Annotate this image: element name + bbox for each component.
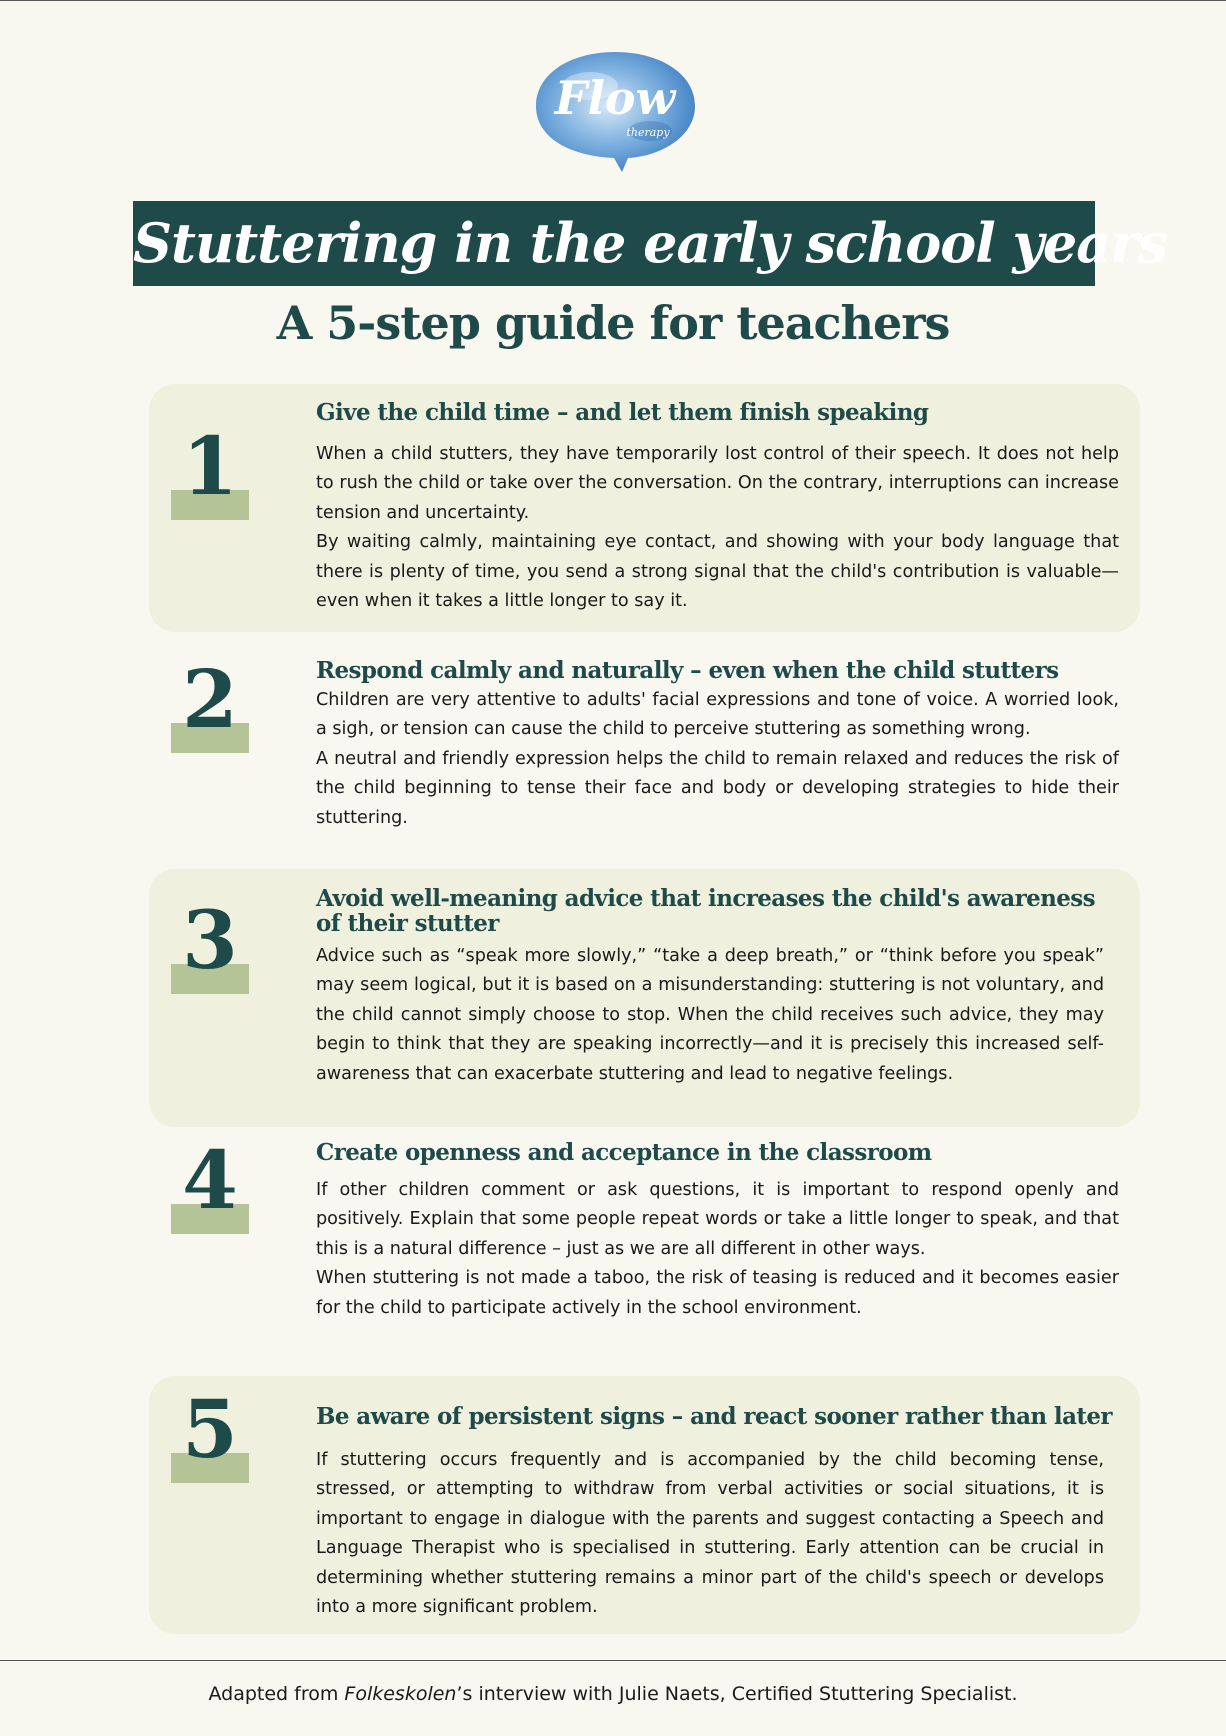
step-card-3 (149, 869, 1140, 1127)
step-number: 2 (182, 652, 238, 746)
step-body (316, 1176, 1119, 1323)
step-number-badge (171, 1134, 249, 1234)
step-body (316, 686, 1119, 833)
flow-therapy-logo (530, 46, 700, 174)
step-card-2 (149, 632, 1140, 868)
step-title: Respond calmly and naturally – even when the child stutters (316, 657, 1059, 684)
step-paragraph: When a child stutters, they have temporarily lost control of their speech. It does not help to rush the child or take over the conversation. On the contrary, interruptions can increase tension and uncertainty. (316, 444, 1119, 523)
step-number-badge (171, 653, 249, 753)
page-title: Stuttering in the early school years (133, 211, 1168, 275)
step-title: Give the child time – and let them finish speaking (316, 399, 929, 426)
step-paragraph: A neutral and friendly expression helps the child to remain relaxed and reduces the risk of the child beginning to tense their face and body or developing strategies to hide their stuttering. (316, 748, 1119, 828)
step-paragraph: If stuttering occurs frequently and is accompanied by the child becoming tense, stressed, or attempting to withdraw from verbal activities or social situations, it is important to engage in dialogue with the parents and suggest contacting a Speech and Language Therapist who is specialised in stuttering. Early attention can be crucial in determining whether stuttering remains a minor part of the child's speech or develops into a more significant problem. (316, 1450, 1104, 1618)
top-divider (0, 0, 1226, 1)
step-paragraph: Advice such as “speak more slowly,” “take a deep breath,” or “think before you speak” may seem logical, but it is based on a misunderstanding: stuttering is not voluntary, and the child cannot simply choose to stop. When the child receives such advice, they may begin to think that they are speaking incorrectly—and it is precisely this increased self-awareness that can exacerbate stuttering and lead to negative feelings. (316, 946, 1104, 1084)
step-paragraph: Children are very attentive to adults' facial expressions and tone of voice. A worried look, a sigh, or tension can cause the child to perceive stuttering as something wrong. (316, 690, 1119, 740)
footer-prefix: Adapted from (208, 1683, 345, 1705)
step-body (316, 440, 1119, 616)
step-number: 5 (182, 1382, 238, 1476)
step-body (316, 1446, 1104, 1622)
step-card-5 (149, 1376, 1140, 1634)
footer-suffix: ’s interview with Julie Naets, Certified Stuttering Specialist. (456, 1683, 1018, 1705)
step-number-badge (171, 1383, 249, 1483)
step-number: 1 (182, 419, 238, 513)
page-subtitle: A 5-step guide for teachers (276, 296, 950, 350)
step-title: Avoid well-meaning advice that increases the child's awareness of their stutter (316, 885, 1095, 937)
step-title: Be aware of persistent signs – and react sooner rather than later (316, 1403, 1112, 1430)
step-number-badge (171, 420, 249, 520)
speech-bubble-logo-icon (530, 46, 700, 174)
logo-name: Flow (554, 71, 676, 125)
step-paragraph: By waiting calmly, maintaining eye contact, and showing with your body language that there is plenty of time, you send a strong signal that the child's contribution is valuable—even when it takes a little longer to say it. (316, 532, 1119, 612)
step-paragraph: When stuttering is not made a taboo, the risk of teasing is reduced and it becomes easier for the child to participate actively in the school environment. (316, 1268, 1119, 1318)
step-card-1 (149, 384, 1140, 632)
step-card-4 (149, 1127, 1140, 1375)
logo-tagline: therapy (626, 126, 670, 139)
step-body (316, 942, 1104, 1089)
step-number: 4 (182, 1133, 238, 1227)
title-banner (133, 201, 1168, 286)
step-number-badge (171, 894, 249, 994)
step-number: 3 (182, 893, 238, 987)
footer-source: Folkeskolen (344, 1683, 457, 1705)
bottom-divider (0, 1660, 1226, 1661)
step-paragraph: If other children comment or ask questions, it is important to respond openly and positively. Explain that some people repeat words or take a little longer to speak, and that this is a natural difference – just as we are all different in other ways. (316, 1180, 1119, 1259)
footer-credit (0, 1683, 1226, 1705)
step-title: Create openness and acceptance in the classroom (316, 1139, 932, 1166)
